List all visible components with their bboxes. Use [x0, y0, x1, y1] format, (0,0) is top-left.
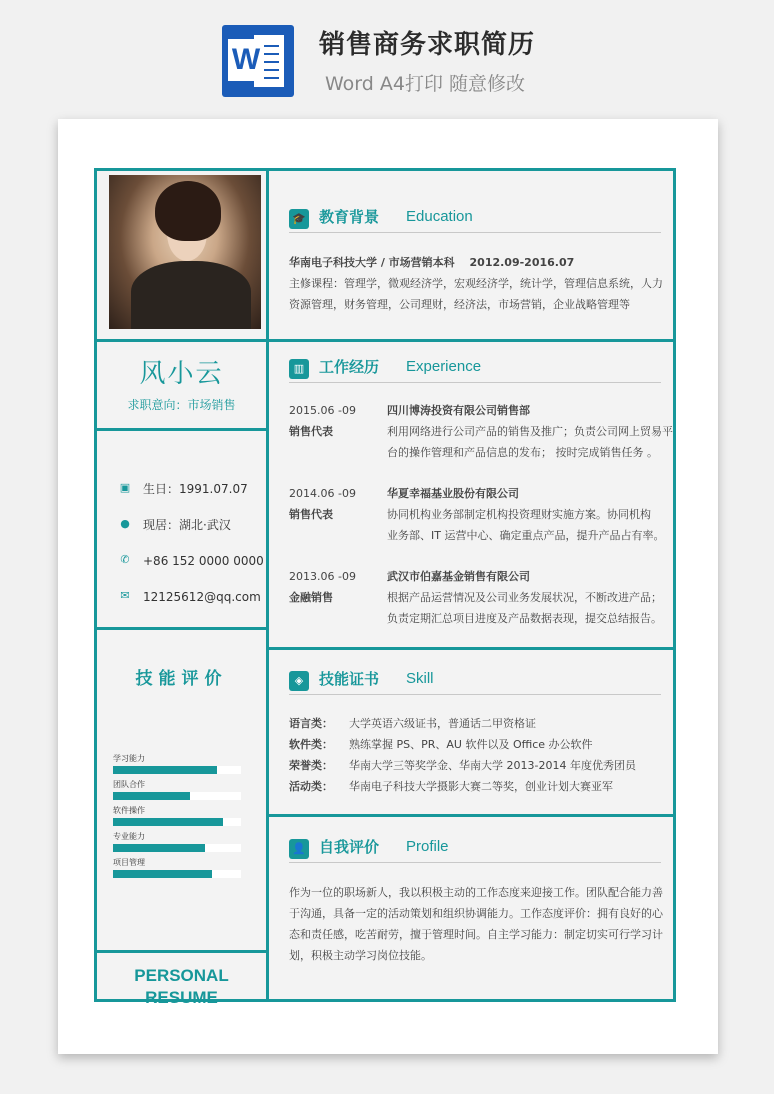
- candidate-name: 风小云: [139, 359, 224, 389]
- cert-text: 华南大学三等奖学金、华南大学 2013-2014 年度优秀团员: [349, 759, 636, 772]
- cert-label: 荣誉类：: [289, 759, 333, 772]
- profile-photo: [109, 175, 261, 329]
- contact-box: ▣ 生日：1991.07.07 ● 现居：湖北·武汉 ✆ +86 152 0000 0000 ✉ 12125612@qq.com: [94, 428, 269, 630]
- cert-label: 软件类：: [289, 738, 333, 751]
- profile-line: 于沟通，具备一定的活动策划和组织协调能力。工作态度评价：拥有良好的心: [289, 907, 663, 920]
- profile-line: 划，积极主动学习岗位技能。: [289, 949, 432, 962]
- job-date: 2014.06 -09: [289, 487, 356, 500]
- skills-box: [94, 627, 269, 953]
- education-headline: 华南电子科技大学 / 市场营销本科 2012.09-2016.07: [289, 256, 575, 269]
- tag-icon: ◈: [289, 671, 309, 691]
- education-heading: 🎓 教育背景 Education: [289, 203, 661, 233]
- job-desc: 台的操作管理和产品信息的发布； 按时完成销售任务 。: [387, 446, 658, 459]
- certs-heading: ◈ 技能证书 Skill: [289, 665, 661, 695]
- skill-item: 专业能力: [113, 832, 241, 842]
- skill-item: 项目管理: [113, 858, 241, 868]
- skills-title: 技能评价: [135, 669, 228, 689]
- photo-box: [94, 168, 269, 342]
- profile-heading: 👤 自我评价 Profile: [289, 833, 661, 863]
- job-company: 武汉市伯嘉基金销售有限公司: [387, 570, 530, 583]
- user-icon: 👤: [289, 839, 309, 859]
- cert-text: 大学英语六级证书，普通话二甲资格证: [349, 717, 536, 730]
- skill-item: 软件操作: [113, 806, 241, 816]
- job-role: 销售代表: [289, 508, 333, 521]
- experience-box: [266, 339, 676, 650]
- job-role: 金融销售: [289, 591, 333, 604]
- word-app-icon: [222, 25, 294, 97]
- personal-resume-label: PERSONAL RESUME: [134, 966, 229, 1007]
- cert-text: 华南电子科技大学摄影大赛二等奖，创业计划大赛亚军: [349, 780, 613, 793]
- graduation-cap-icon: 🎓: [289, 209, 309, 229]
- job-date: 2013.06 -09: [289, 570, 356, 583]
- mail-icon: ✉: [120, 589, 130, 602]
- certs-box: [266, 647, 676, 817]
- education-line: 主修课程：管理学，微观经济学，宏观经济学，统计学，管理信息系统，人力: [289, 277, 663, 290]
- job-date: 2015.06 -09: [289, 404, 356, 417]
- job-desc: 利用网络进行公司产品的销售及推广；负责公司网上贸易平: [387, 425, 673, 438]
- skill-item: 学习能力: [113, 754, 241, 764]
- name-box: [94, 339, 269, 431]
- job-company: 华夏幸福基业股份有限公司: [387, 487, 519, 500]
- job-intent: 求职意向：市场销售: [127, 398, 236, 412]
- word-letter: W: [228, 39, 264, 81]
- job-desc: 业务部、IT 运营中心、确定重点产品，提升产品占有率。: [387, 529, 665, 542]
- job-company: 四川博涛投资有限公司销售部: [387, 404, 530, 417]
- phone-icon: ✆: [120, 553, 130, 566]
- page-title: 销售商务求职简历: [319, 30, 536, 60]
- resume-page: [58, 119, 718, 1054]
- job-role: 销售代表: [289, 425, 333, 438]
- profile-box: [266, 814, 676, 1002]
- education-line: 资源管理，财务管理，公司理财，经济法，市场营销，企业战略管理等: [289, 298, 630, 311]
- profile-line: 态和责任感，吃苦耐劳，擅于管理时间。自主学习能力：制定切实可行学习计: [289, 928, 663, 941]
- job-desc: 根据产品运营情况及公司业务发展状况，不断改进产品；: [387, 591, 662, 604]
- cert-label: 语言类：: [289, 717, 333, 730]
- job-desc: 协同机构业务部制定机构投资理财实施方案。协同机构: [387, 508, 651, 521]
- bar-chart-icon: ▥: [289, 359, 309, 379]
- page-header: [0, 0, 774, 110]
- footer-box: [94, 950, 269, 1007]
- education-box: [266, 168, 676, 342]
- cert-label: 活动类：: [289, 780, 333, 793]
- profile-line: 作为一位的职场新人，我以积极主动的工作态度来迎接工作。团队配合能力善: [289, 886, 663, 899]
- page-subtitle: Word A4打印 随意修改: [325, 73, 526, 95]
- cert-text: 熟练掌握 PS、PR、AU 软件以及 Office 办公软件: [349, 738, 593, 751]
- location-pin-icon: ●: [120, 517, 130, 530]
- experience-heading: ▥ 工作经历 Experience: [289, 353, 661, 383]
- skill-item: 团队合作: [113, 780, 241, 790]
- job-desc: 负责定期汇总项目进度及产品数据表现，提交总结报告。: [387, 612, 662, 625]
- calendar-icon: ▣: [119, 481, 131, 494]
